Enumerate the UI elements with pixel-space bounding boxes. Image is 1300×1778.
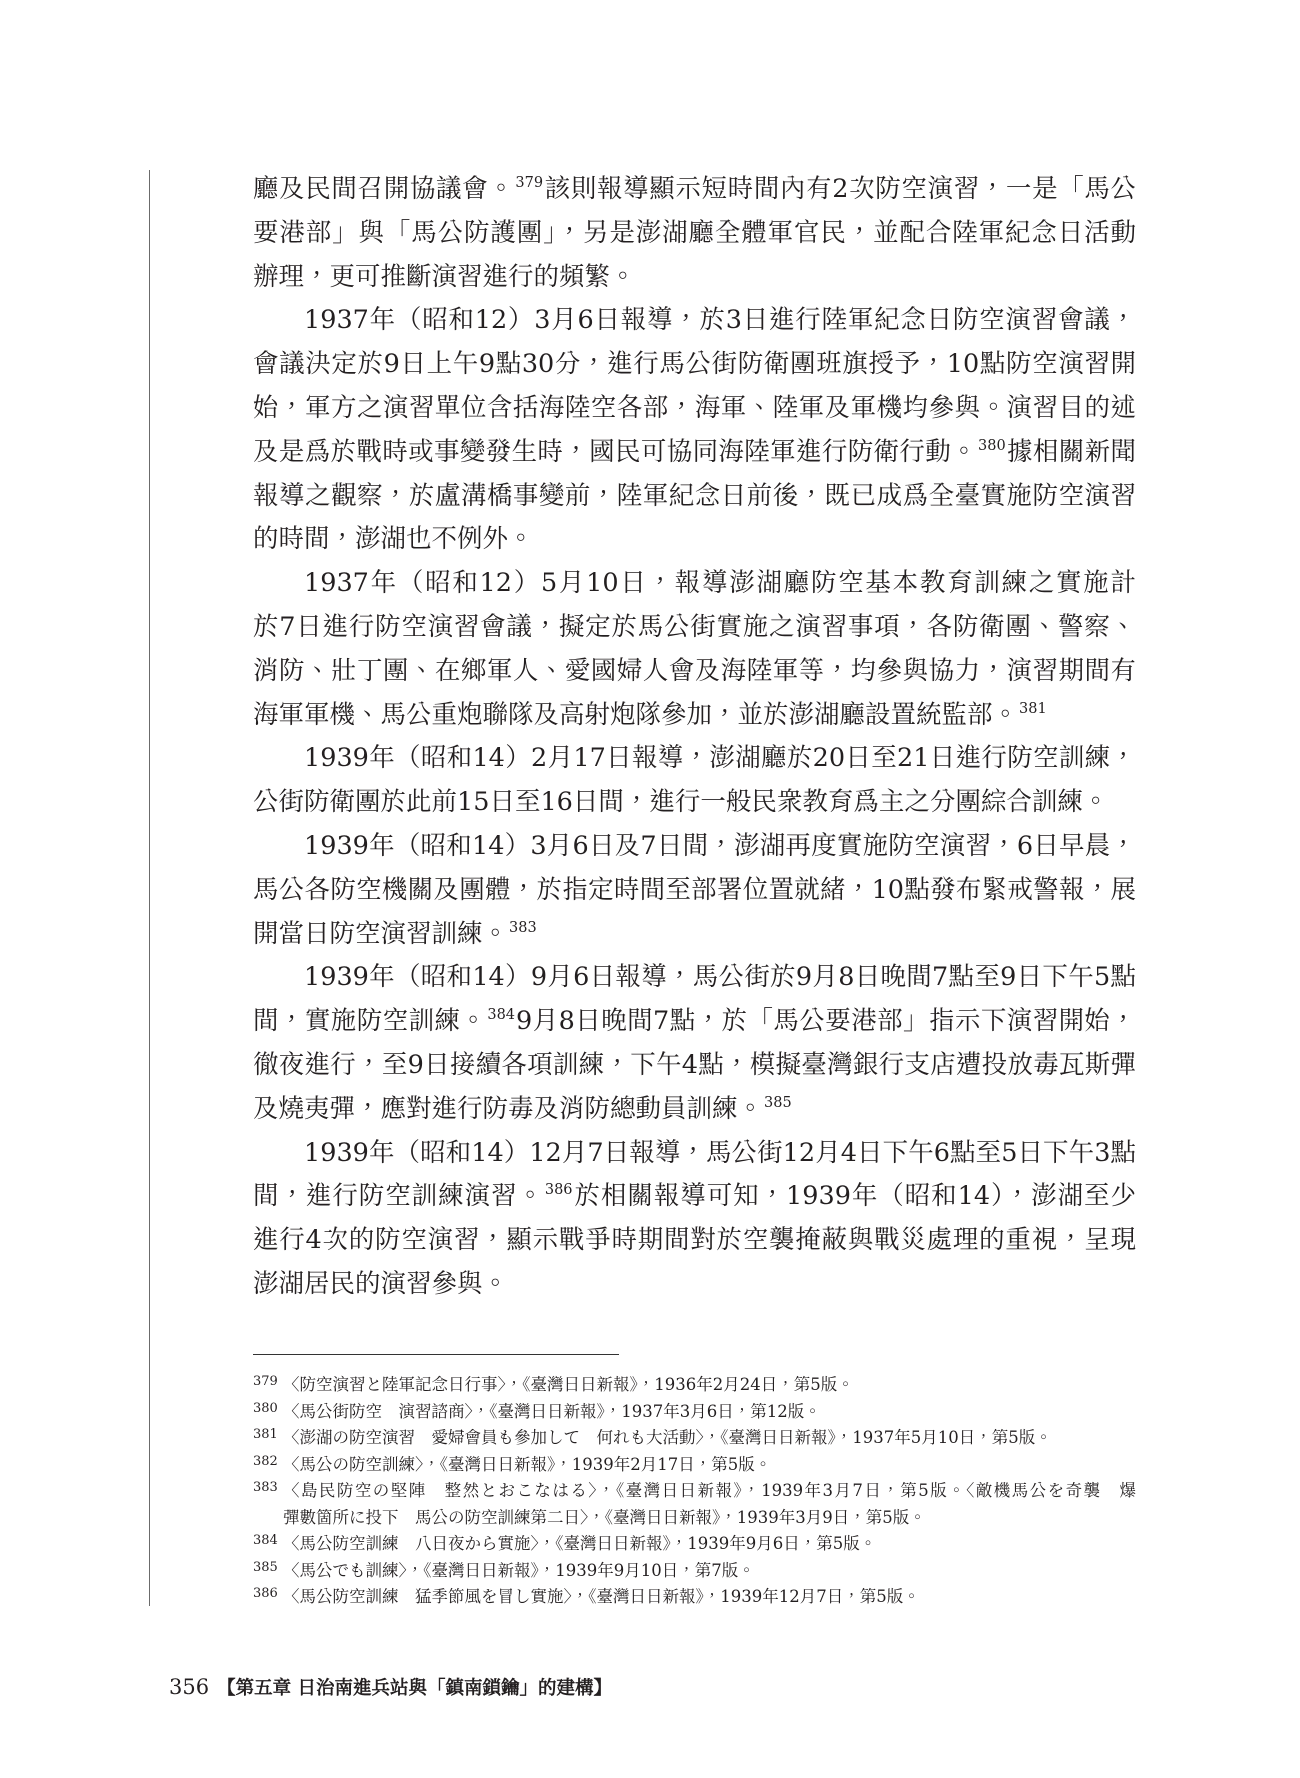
text-line: 澎湖居民的演習參與。 (253, 1268, 509, 1299)
footnote-number: 386 (253, 1586, 278, 1601)
text-line: 進行4次的防空演習，顯示戰爭時期間對於空襲掩蔽與戰災處理的重視，呈現 (253, 1225, 1136, 1256)
text-line: 馬公各防空機關及團體，於指定時間至部署位置就緒，10點發布緊戒警報，展 (253, 874, 1136, 905)
footnote (253, 1399, 1136, 1426)
footnote-ref: 381 (1019, 700, 1047, 717)
footnote-number: 382 (253, 1453, 278, 1469)
footnote-text: 〈馬公の防空訓練〉，《臺灣日日新報》，1939年2月17日，第5版。 (283, 1454, 772, 1474)
text-run: 及燒夷彈，應對進行防毒及消防總動員訓練。 (253, 1093, 764, 1124)
footnote (253, 1372, 1136, 1399)
page-footer (169, 1670, 612, 1704)
text-line (253, 1088, 1136, 1132)
text-line: 始，軍方之演習單位含括海陸空各部，海軍、陸軍及軍機均參與。演習目的述 (253, 392, 1136, 423)
text-run: 間，實施防空訓練。 (253, 1006, 487, 1037)
text-run: 公街防衛團於此前15日至16日間，進行一般民衆教育爲主之分團綜合訓練。 (253, 787, 1109, 818)
footnote (253, 1558, 1136, 1585)
text-line: 1939年（昭和14）12月7日報導，馬公街12月4日下午6點至5日下午3點 (304, 1137, 1136, 1168)
text-run: 廳及民間召開協議會。 (253, 174, 515, 204)
body-paragraph (253, 1132, 1136, 1307)
text-line: 1937年（昭和12）3月6日報導，於3日進行陸軍紀念日防空演習會議， (304, 305, 1136, 336)
body-paragraph (253, 299, 1136, 562)
text-line (253, 694, 1136, 738)
text-line: 徹夜進行，至9日接續各項訓練，下午4點，模擬臺灣銀行支店遭投放毒瓦斯彈 (253, 1049, 1136, 1080)
body-text (253, 168, 1136, 1307)
footnote-ref: 379 (515, 175, 544, 191)
body-paragraph (253, 825, 1136, 956)
text-line (253, 1175, 1136, 1219)
margin-rule (149, 170, 150, 1606)
footnote (253, 1478, 1136, 1531)
text-line: 1937年（昭和12）5月10日，報導澎湖廳防空基本教育訓練之實施計 (304, 568, 1136, 599)
text-line (253, 913, 1136, 957)
footnote-text: 〈馬公防空訓練 猛季節風を冒し實施〉，《臺灣日日新報》，1939年12月7日，第5版。 (283, 1587, 920, 1606)
text-line: 消防、壯丁團、在鄉軍人、愛國婦人會及海陸軍等，均參與協力，演習期間有 (253, 655, 1136, 686)
footnote-text: 〈澎湖の防空演習 愛婦會員も參加して 何れも大活動〉，《臺灣日日新報》，1937年5月10日，第5版。 (283, 1428, 1052, 1447)
body-paragraph (253, 168, 1136, 299)
footnote (253, 1425, 1136, 1452)
text-run: 及是爲於戰時或事變發生時，國民可協同海陸軍進行防衛行動。 (253, 436, 977, 467)
footnote-text: 〈馬公防空訓練 八日夜から實施〉，《臺灣日日新報》，1939年9月6日，第5版。 (283, 1534, 877, 1553)
text-line: 1939年（昭和14）9月6日報導，馬公街於9月8日晚間7點至9日下午5點 (304, 962, 1136, 993)
footnote (253, 1531, 1136, 1558)
footnote-text: 〈島民防空の堅陣 整然とおこなはる〉，《臺灣日日新報》，1939年3月7日，第5版。〈敵機馬公を奇襲 爆 (283, 1481, 1136, 1500)
text-line (253, 1000, 1136, 1044)
body-paragraph (253, 737, 1136, 825)
page-number: 356 (169, 1675, 210, 1699)
text-run: 海軍軍機、馬公重炮聯隊及高射炮隊參加，並於澎湖廳設置統監部。 (253, 699, 1019, 730)
text-line: 的時間，澎湖也不例外。 (253, 524, 534, 555)
text-line: 辦理，更可推斷演習進行的頻繁。 (253, 261, 636, 292)
footnote-number: 385 (253, 1559, 278, 1575)
text-run: 間，進行防空訓練演習。 (253, 1181, 544, 1212)
footnote-number: 383 (253, 1480, 278, 1495)
text-line (253, 168, 1136, 212)
text-line: 要港部」與「馬公防護團」，另是澎湖廳全體軍官民，並配合陸軍紀念日活動 (253, 217, 1136, 248)
text-run: 據相關新聞 (1006, 436, 1136, 467)
text-run: 於相關報導可知，1939年（昭和14），澎湖至少 (573, 1181, 1136, 1212)
footnote-text: 彈數箇所に投下 馬公の防空訓練第二日〉，《臺灣日日新報》，1939年3月9日，第5版。 (283, 1507, 926, 1527)
text-line: 報導之觀察，於盧溝橋事變前，陸軍紀念日前後，既已成爲全臺實施防空演習 (253, 480, 1136, 511)
footnote-text: 〈防空演習と陸軍記念日行事〉，《臺灣日日新報》，1936年2月24日，第5版。 (283, 1375, 854, 1394)
body-paragraph (253, 562, 1136, 737)
text-line: 1939年（昭和14）2月17日報導，澎湖廳於20日至21日進行防空訓練， (304, 743, 1136, 774)
text-line: 於7日進行防空演習會議，擬定於馬公街實施之演習事項，各防衛團、警察、 (253, 611, 1136, 642)
footnote-number: 379 (253, 1374, 278, 1389)
text-line (253, 431, 1136, 475)
footnote-ref: 380 (978, 437, 1006, 454)
text-line: 會議決定於9日上午9點30分，進行馬公街防衛團班旗授予，10點防空演習開 (253, 349, 1136, 380)
footnote-ref: 386 (544, 1182, 573, 1199)
footnote-ref: 383 (509, 919, 537, 936)
footnote-text: 〈馬公街防空 演習諮商〉，《臺灣日日新報》，1937年3月6日，第12版。 (283, 1401, 821, 1421)
footnote-number: 384 (253, 1533, 278, 1548)
footnote-number: 381 (253, 1427, 278, 1442)
footnote-text: 〈馬公でも訓練〉，《臺灣日日新報》，1939年9月10日，第7版。 (283, 1560, 755, 1580)
footnote (253, 1452, 1136, 1479)
footnote-number: 380 (253, 1400, 278, 1416)
footnote-ref: 385 (764, 1094, 792, 1111)
body-paragraph (253, 956, 1136, 1131)
footnote-separator (253, 1354, 619, 1355)
running-title: 【第五章 日治南進兵站與「鎮南鎖鑰」的建構】 (217, 1678, 613, 1699)
footnote (253, 1584, 1136, 1611)
text-run: 該則報導顯示短時間內有2次防空演習，一是「馬公 (544, 174, 1136, 204)
text-line (253, 781, 1136, 825)
text-line: 1939年（昭和14）3月6日及7日間，澎湖再度實施防空演習，6日早晨， (304, 830, 1136, 861)
footnotes (253, 1372, 1136, 1611)
footnote-ref: 384 (487, 1007, 516, 1024)
text-run: 9月8日晚間7點，於「馬公要港部」指示下演習開始， (516, 1006, 1136, 1037)
text-run: 開當日防空演習訓練。 (253, 918, 509, 949)
